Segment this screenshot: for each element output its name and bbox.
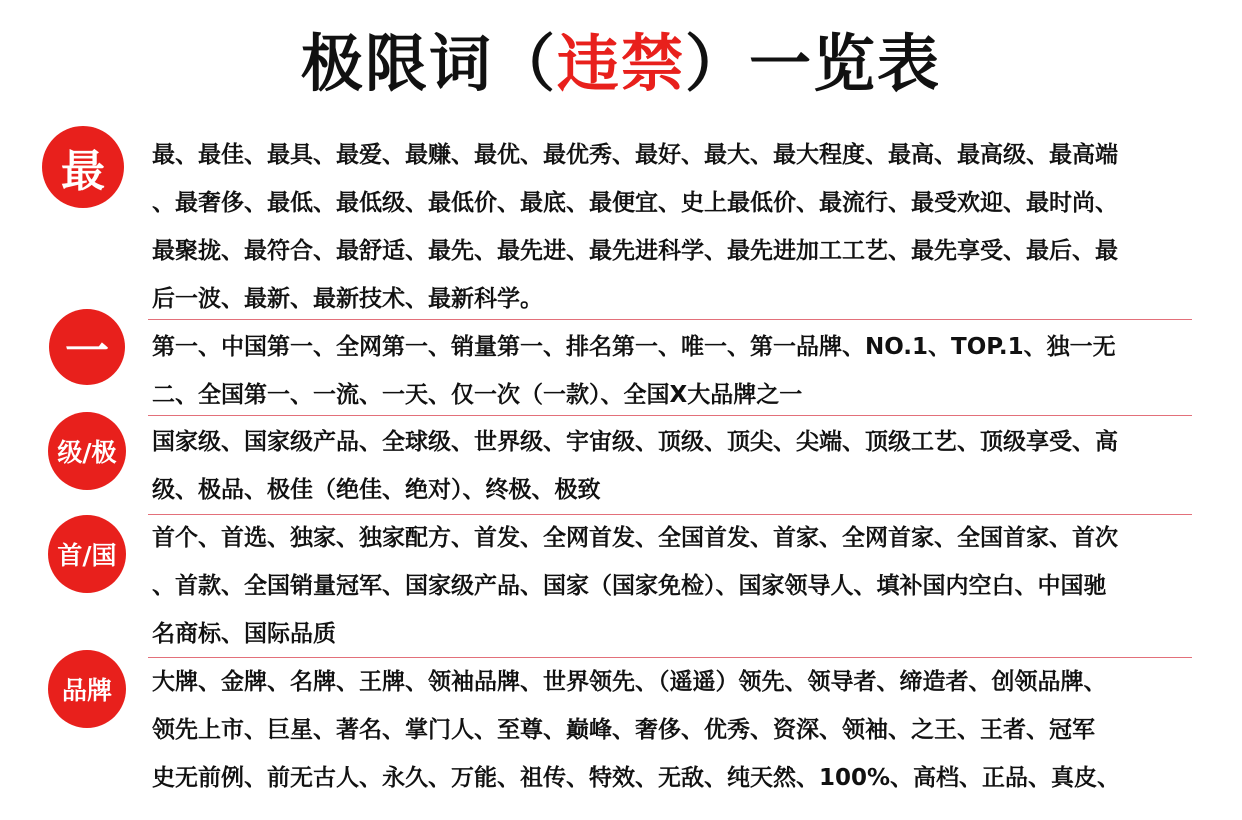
title-suffix: ）一览表 [685, 27, 942, 100]
badge-yi-label: 一 [65, 326, 109, 377]
badge-yi [49, 309, 125, 385]
section-zui-text: 最、最佳、最具、最爱、最赚、最优、最优秀、最好、最大、最大程度、最高、最高级、最高端 、最奢侈、最低、最低级、最低价、最底、最便宜、史上最低价、最流行、最受欢迎、最时尚、 最聚拢、最符合、最舒适、最先、最先进、最先进科学、最先进加工工艺、最先享受、最后、最 后一波、最新、最新技术、最新科学。 [152, 142, 1118, 312]
badge-pinpai-label: 品牌 [61, 676, 112, 705]
section-shou-text: 首个、首选、独家、独家配方、首发、全网首发、全国首发、首家、全网首家、全国首家、首次 、首款、全国销量冠军、国家级产品、国家（国家免检）、国家领导人、填补国内空白、中国驰 名商标、国际品质 [152, 525, 1118, 647]
section-pinpai-text: 大牌、金牌、名牌、王牌、领袖品牌、世界领先、（遥遥）领先、领导者、缔造者、创领品牌、 领先上市、巨星、著名、掌门人、至尊、巅峰、奢侈、优秀、资深、领袖、之王、王者、冠军 史无前例、前无古人、永久、万能、祖传、特效、无敌、纯天然、100%、高档、正品、真皮、 [152, 669, 1121, 791]
badge-shou [48, 515, 126, 593]
badge-pinpai [48, 650, 126, 728]
divider [148, 415, 1192, 416]
badge-zui [42, 126, 124, 208]
badge-shou-label: 首/国 [57, 541, 117, 570]
badge-zui-label: 最 [61, 146, 105, 197]
title-highlight: 违禁 [556, 27, 685, 100]
badge-ji-label: 级/极 [57, 438, 117, 467]
badge-ji [48, 412, 126, 490]
section-ji-text: 国家级、国家级产品、全球级、世界级、宇宙级、顶级、顶尖、尖端、顶级工艺、顶级享受、高 级、极品、极佳（绝佳、绝对）、终极、极致 [152, 429, 1118, 503]
title-prefix: 极限词（ [300, 27, 557, 100]
section-yi-text: 第一、中国第一、全网第一、销量第一、排名第一、唯一、第一品牌、NO.1、TOP.1、独一无 二、全国第一、一流、一天、仅一次（一款）、全国X大品牌之一 [152, 334, 1116, 408]
page-title [0, 24, 1242, 104]
divider [148, 319, 1192, 320]
